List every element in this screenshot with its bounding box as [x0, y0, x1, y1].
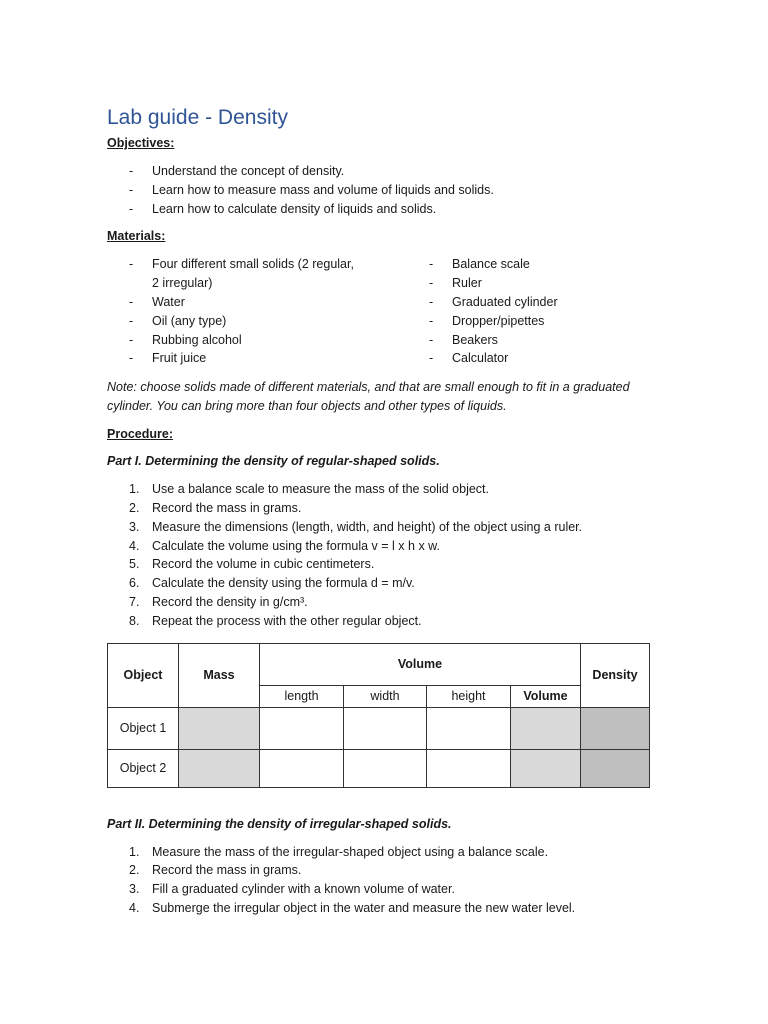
- cell-density[interactable]: [581, 707, 650, 749]
- density-table: [107, 643, 650, 788]
- header-object: Object: [108, 643, 179, 707]
- list-item: 3. Fill a graduated cylinder with a known volume of water.: [129, 882, 455, 897]
- materials-heading: Materials:: [107, 229, 166, 244]
- part2-steps: [107, 843, 660, 918]
- cell-width[interactable]: [344, 707, 427, 749]
- header-density: Density: [581, 643, 650, 707]
- row-label-object-1: Object 1: [108, 707, 179, 749]
- list-item: - Learn how to calculate density of liquids and solids.: [129, 201, 437, 216]
- list-item: 2. Record the mass in grams.: [129, 500, 302, 515]
- materials-left-column: [107, 255, 407, 368]
- list-item: 1. Use a balance scale to measure the mass of the solid object.: [129, 482, 489, 497]
- list-item: - Calculator: [429, 351, 509, 366]
- list-item-continuation: 2 irregular): [152, 276, 213, 291]
- part1-heading: Part I. Determining the density of regular-shaped solids.: [107, 454, 440, 469]
- list-item: - Learn how to measure mass and volume of liquids and solids.: [129, 182, 494, 197]
- procedure-heading: Procedure:: [107, 427, 173, 442]
- list-item: - Balance scale: [429, 257, 530, 272]
- subheader-volume: Volume: [511, 685, 581, 707]
- list-item: 4. Calculate the volume using the formula v = l x h x w.: [129, 538, 440, 553]
- table-row: [108, 707, 650, 749]
- list-item: - Beakers: [429, 332, 498, 347]
- cell-volume[interactable]: [511, 749, 581, 787]
- list-item: - Water: [129, 294, 185, 309]
- header-mass: Mass: [179, 643, 260, 707]
- materials-right-column: [407, 255, 660, 368]
- list-item: - Four different small solids (2 regular,: [129, 257, 354, 272]
- cell-mass[interactable]: [179, 707, 260, 749]
- cell-height[interactable]: [427, 707, 511, 749]
- objectives-list: [107, 162, 660, 218]
- subheader-width: width: [344, 685, 427, 707]
- cell-volume[interactable]: [511, 707, 581, 749]
- document-body: [107, 105, 660, 918]
- list-item: 7. Record the density in g/cm³.: [129, 594, 308, 609]
- page-title: Lab guide - Density: [107, 106, 288, 129]
- list-item: - Fruit juice: [129, 351, 207, 366]
- list-item: - Rubbing alcohol: [129, 332, 242, 347]
- table-row: [108, 749, 650, 787]
- subheader-height: height: [427, 685, 511, 707]
- list-item: 4. Submerge the irregular object in the water and measure the new water level.: [129, 900, 576, 915]
- list-item: - Oil (any type): [129, 313, 227, 328]
- cell-width[interactable]: [344, 749, 427, 787]
- cell-length[interactable]: [260, 707, 344, 749]
- list-item: - Understand the concept of density.: [129, 164, 345, 178]
- list-item: 8. Repeat the process with the other regular object.: [129, 613, 422, 628]
- cell-mass[interactable]: [179, 749, 260, 787]
- list-item: 1. Measure the mass of the irregular-shaped object using a balance scale.: [129, 844, 549, 859]
- header-volume-group: Volume: [260, 643, 581, 685]
- list-item: 5. Record the volume in cubic centimeters.: [129, 557, 375, 572]
- part2-heading: Part II. Determining the density of irregular-shaped solids.: [107, 816, 452, 831]
- part1-steps: [107, 480, 660, 630]
- row-label-object-2: Object 2: [108, 749, 179, 787]
- list-item: 2. Record the mass in grams.: [129, 863, 302, 878]
- list-item: 6. Calculate the density using the formula d = m/v.: [129, 576, 415, 591]
- list-item: - Dropper/pipettes: [429, 313, 545, 328]
- cell-length[interactable]: [260, 749, 344, 787]
- cell-height[interactable]: [427, 749, 511, 787]
- list-item: 3. Measure the dimensions (length, width, and height) of the object using a ruler.: [129, 519, 583, 534]
- subheader-length: length: [260, 685, 344, 707]
- list-item: - Ruler: [429, 276, 482, 291]
- materials-note: Note: choose solids made of different materials, and that are small enough to fit in a graduated cylinder. You can bring more than four objects and other types of liquids.: [107, 380, 630, 414]
- materials-list: [107, 255, 660, 368]
- list-item: - Graduated cylinder: [429, 294, 558, 309]
- objectives-heading: Objectives:: [107, 136, 175, 150]
- cell-density[interactable]: [581, 749, 650, 787]
